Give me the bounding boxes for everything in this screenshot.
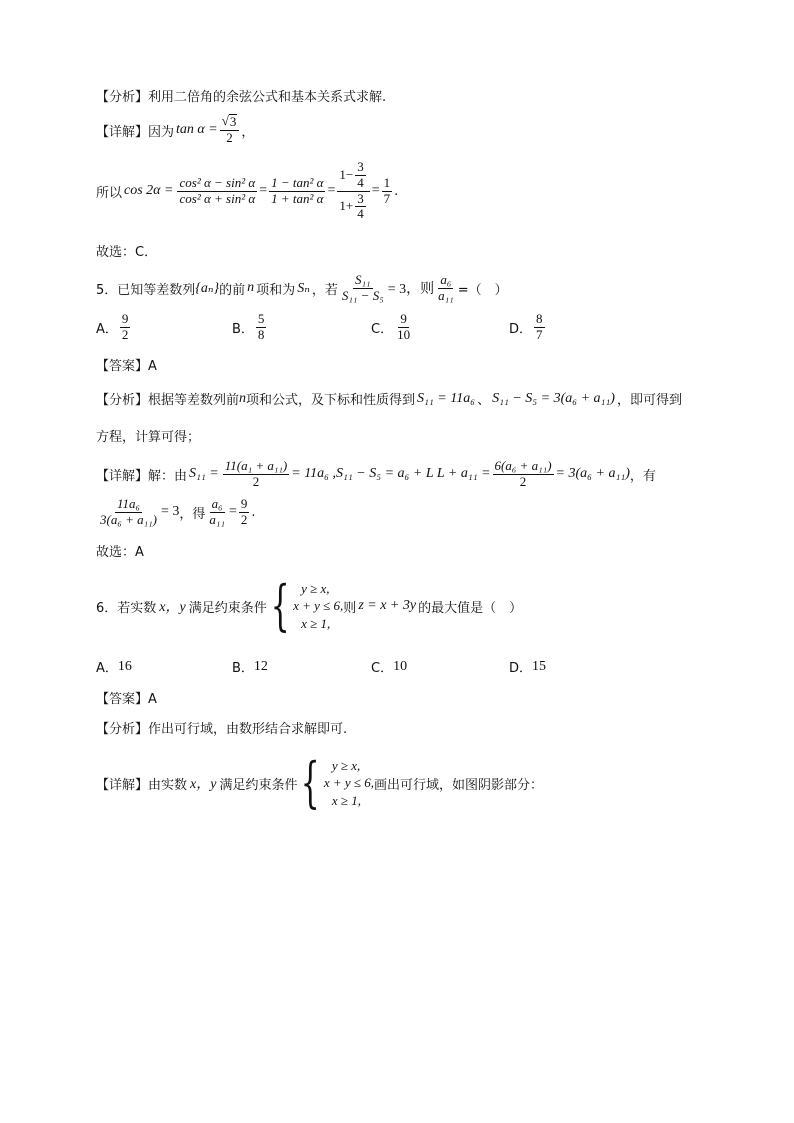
analysis-expression-2: S₁₁ − S₅ = 3(a₆ + a₁₁) [492,390,615,406]
detail-tag: 【详解】 [96,468,149,484]
variables-xy: x，y [159,600,186,615]
nested-numerator: 3 [357,158,364,174]
option-b[interactable] [232,657,268,676]
q4-analysis-line [96,86,386,105]
value-denominator: 2 [240,511,248,527]
q5-answer [96,355,157,374]
analysis-part: 根据等差数列前 [148,393,240,408]
fraction-3 [337,160,369,223]
stem-part: 则 [343,600,357,616]
nested-denominator: 4 [357,206,364,222]
objective-expression: z = x + 3y [358,598,417,613]
detail-fraction-2 [493,459,554,490]
equals-sign: = [228,504,237,519]
detail-2-value [239,497,250,528]
option-b[interactable] [232,309,268,345]
nested-denominator: 4 [357,174,364,190]
detail-prefix: 因为 [148,124,175,140]
detail-tag: 【详解】 [96,777,149,793]
analysis-tag: 【分析】 [96,90,149,105]
fraction-1-numerator: cos² α − sin² α [179,174,256,190]
constraint-2: x + y ≤ 6, [323,775,375,791]
option-label: B． [232,321,254,337]
q5-detail-line-2 [96,492,256,532]
ratio-numerator: a₆ [211,495,223,511]
detail-2-numerator: 11a₆ [116,495,141,511]
option-value: 12 [253,658,268,674]
analysis-expression-1: S₁₁ = 11a₆ [417,390,476,406]
constraint-system [324,757,374,810]
variable-n: n [247,280,255,295]
q4-choice [96,241,157,260]
q6-answer [96,688,157,707]
cos-lhs: cos 2α = [124,183,174,198]
stem-part: 满足约束条件 [188,600,267,616]
detail-fraction-1-denominator: 2 [252,473,260,489]
comma: ， [241,124,255,140]
q4-cos-line [96,160,398,222]
q5-analysis-line-2 [96,426,200,445]
tan-expression: tan α = [176,122,218,137]
option-label: D． [509,661,533,676]
condition-denominator: S₁₁ − S₅ [341,287,384,303]
ask-numerator: a₆ [440,271,452,287]
condition-fraction [340,273,386,304]
q5-stem [96,268,508,308]
ask-fraction [436,273,456,304]
analysis-tag: 【分析】 [96,722,149,737]
option-value: 15 [532,658,547,674]
left-brace-icon: { [301,751,321,814]
equals-sign: = [259,183,268,198]
option-label: A． [96,661,118,676]
option-value: 10 [393,658,408,674]
option-denominator: 2 [121,326,129,342]
result-numerator: 1 [383,174,391,190]
option-label: B． [232,661,254,676]
detail-2-rhs: = 3 [161,504,180,519]
stem-part: 6．若实数 [96,600,157,616]
fraction-1 [177,176,257,207]
detail-part: 解：由 [148,468,188,484]
option-label: D． [509,321,533,337]
detail-part: 由实数 [148,777,188,793]
detail-fraction-1 [223,459,290,490]
left-brace-icon: { [270,574,290,637]
option-numerator: 9 [400,310,407,326]
detail-tag: 【详解】 [96,124,149,140]
result-fraction [382,176,393,207]
analysis-text: 作出可行域，由数形结合求解即可. [148,722,348,737]
detail-fraction-2-numerator: 6(a₆ + a₁₁) [494,457,552,473]
stem-part: 的最大值是（ ） [418,600,523,616]
stem-part: ，若 [311,282,338,298]
option-label: C． [371,321,394,337]
q5-choice [96,541,144,560]
period: . [394,183,399,199]
option-c[interactable] [371,657,407,676]
constraint-1: y ≥ x, [331,757,361,773]
ask-rhs: =（ ） [457,282,508,298]
detail-part: ，得 [179,506,206,522]
analysis-part: 、 [477,393,491,408]
q5-detail-line [96,455,656,493]
sum-sn: Sₙ [297,280,310,296]
option-value: 16 [117,658,132,674]
option-numerator: 9 [121,310,129,326]
condition-rhs: = 3，则 [387,282,435,297]
analysis-part: ，即可得到 [616,393,682,408]
period: . [251,504,256,520]
fraction-2-numerator: 1 − tan² α [271,174,324,190]
answer-text: 【答案】A [96,359,157,374]
option-c[interactable] [371,309,414,345]
detail-2-fraction [98,497,159,528]
detail-fraction-1-numerator: 11(a₁ + a₁₁) [224,457,288,473]
answer-text: 【答案】A [96,692,157,707]
tan-value-denominator: 2 [226,130,233,145]
nested-numerator: 3 [357,190,364,206]
q6-stem [96,575,522,637]
equals-sign: = [327,183,336,198]
fraction-1-denominator: cos² α + sin² α [179,190,256,206]
stem-part: 的前 [219,282,246,298]
option-label: C． [371,661,394,676]
ask-denominator: a₁₁ [438,287,454,303]
analysis-part: 项和公式，及下标和性质得到 [246,393,416,408]
stem-part: 项和为 [256,282,296,298]
q6-analysis-line [96,718,347,737]
option-denominator: 8 [257,326,265,342]
analysis-tag: 【分析】 [96,393,149,408]
constraint-3: x ≥ 1, [301,615,331,631]
fraction-2 [269,176,325,207]
fraction-3-num-prefix: 1− [339,166,354,182]
detail-part: 画出可行域，如图阴影部分： [374,777,544,793]
detail-2-denominator: 3(a₆ + a₁₁) [100,511,157,527]
sqrt-argument: 3 [229,114,237,130]
analysis-text: 利用二倍角的余弦公式和基本关系式求解. [148,90,387,105]
constraint-1: y ≥ x, [301,580,330,596]
sequence: {aₙ} [195,280,220,296]
detail-middle: = 11a₆ ,S₁₁ − S₅ = a₆ + L L + a₁₁ = [291,466,491,481]
fraction-2-denominator: 1 + tan² α [271,190,324,206]
option-numerator: 8 [536,310,543,326]
detail-fraction-2-denominator: 2 [519,473,527,489]
option-label: A． [96,321,118,337]
detail-end: = 3(a₆ + a₁₁) [555,466,630,481]
option-d[interactable] [509,657,546,676]
variable-n: n [239,390,247,406]
so-prefix: 所以 [96,185,123,201]
q4-detail-line [96,112,254,148]
option-denominator: 10 [397,326,411,342]
constraint-system [293,580,343,633]
detail-part: ，有 [629,468,656,484]
result-denominator: 7 [383,190,391,206]
stem-part: 5．已知等差数列 [96,282,196,298]
variables-xy: x，y [190,777,217,792]
choice-text: 故选：A [96,545,144,560]
equals-sign: = [371,183,380,198]
option-d[interactable] [509,309,547,345]
choice-text: 故选：C． [96,245,158,260]
option-denominator: 7 [536,326,543,342]
value-numerator: 9 [240,495,248,511]
tan-value-fraction: √ 3 2 [220,114,240,146]
analysis-part: 方程，计算可得； [96,430,201,445]
fraction-3-den-prefix: 1+ [339,198,354,214]
ratio-denominator: a₁₁ [209,511,225,527]
q5-analysis-line [96,389,682,408]
detail-part: 满足约束条件 [219,777,298,793]
constraint-2: x + y ≤ 6, [293,598,344,614]
option-numerator: 5 [257,310,265,326]
condition-numerator: S₁₁ [355,271,371,287]
q6-detail-line [96,752,543,814]
detail-s11: S₁₁ = [189,466,219,481]
option-a[interactable] [96,309,132,345]
detail-2-ratio [207,497,227,528]
option-a[interactable] [96,657,132,676]
constraint-3: x ≥ 1, [331,792,361,808]
